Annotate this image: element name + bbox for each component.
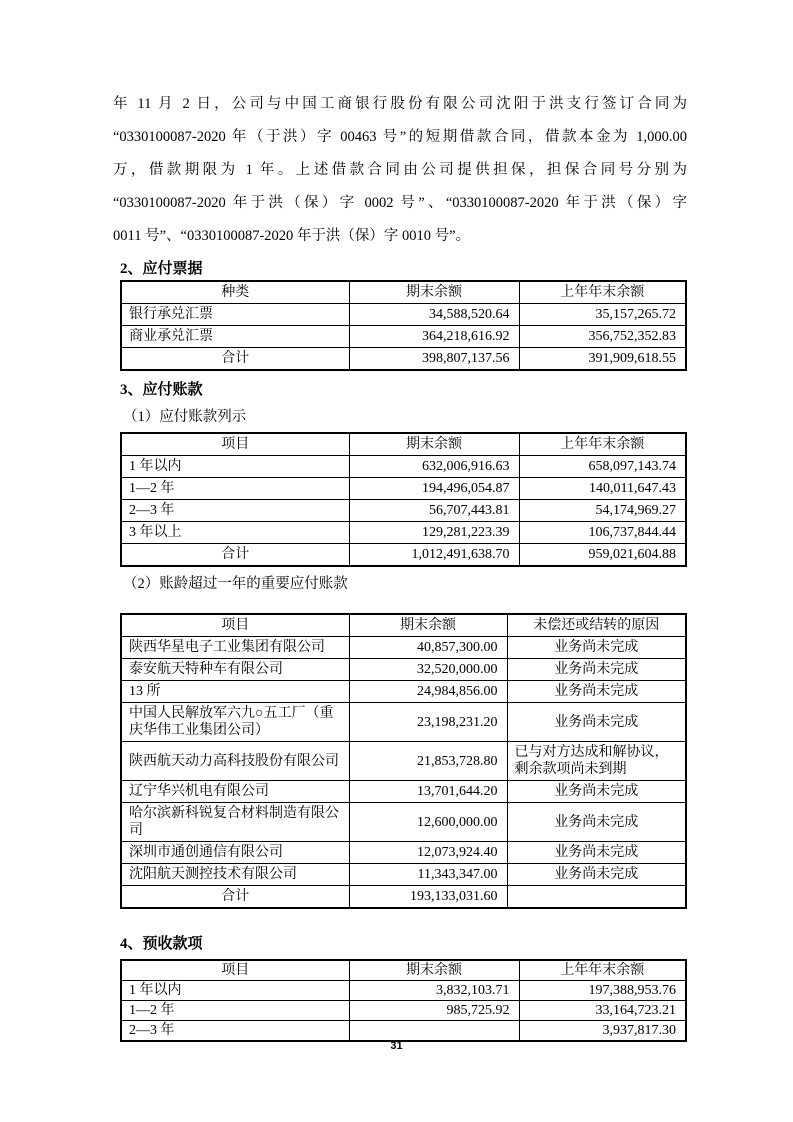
table-cell: 深圳市通创通信有限公司 [121, 842, 349, 864]
table-row [121, 803, 686, 842]
table-row [121, 1001, 686, 1021]
table-cell: 35,157,265.72 [519, 304, 686, 326]
table-cell: 197,388,953.76 [519, 981, 686, 1001]
table-cell: 985,725.92 [349, 1001, 519, 1021]
table-row [121, 742, 686, 781]
table-cell: 业务尚未完成 [507, 637, 686, 659]
table-cell [349, 1021, 519, 1042]
table-cell: 3 年以上 [121, 522, 349, 544]
table-header-cell: 期末余额 [349, 281, 519, 304]
table-cell: 391,909,618.55 [519, 348, 686, 371]
table-cell: 140,011,647.43 [519, 478, 686, 500]
table-cell: 364,218,616.92 [349, 326, 519, 348]
table-cell: 13 所 [121, 681, 349, 703]
table-cell: 40,857,300.00 [349, 637, 507, 659]
section-heading-notes-payable: 2、应付票据 [120, 261, 203, 277]
table-cell: 合计 [121, 886, 349, 909]
table-row [121, 681, 686, 703]
table-cell: 56,707,443.81 [349, 500, 519, 522]
table-row [121, 981, 686, 1001]
table-header-row [121, 433, 686, 456]
table-header-cell: 项目 [121, 433, 349, 456]
table-header-row [121, 614, 686, 637]
table-header-row [121, 960, 686, 981]
table-cell: 3,832,103.71 [349, 981, 519, 1001]
table-cell: 32,520,000.00 [349, 659, 507, 681]
table-header-cell: 上年年末余额 [519, 960, 686, 981]
table-row [121, 637, 686, 659]
table-row [121, 326, 686, 348]
paragraph-line: “0330100087-2020 年于洪（保）字 0002 号”、“0330100087-2020 年于洪（保）字 [113, 195, 687, 211]
table-row [121, 522, 686, 544]
table-cell: 合计 [121, 544, 349, 567]
table-cell: 业务尚未完成 [507, 842, 686, 864]
table-cell: 632,006,916.63 [349, 456, 519, 478]
paragraph-line: “0330100087-2020 年（于洪）字 00463 号”的短期借款合同，借款本金为 1,000.00 [113, 129, 687, 145]
advances-received-table [120, 959, 687, 1042]
table-cell: 陕西航天动力高科技股份有限公司 [121, 742, 349, 781]
subheading-aged-payables: （2）账龄超过一年的重要应付账款 [123, 576, 348, 592]
table-cell: 2—3 年 [121, 500, 349, 522]
paragraph-line: 0011 号”、“0330100087-2020 年于洪（保）字 0010 号”。 [113, 228, 471, 244]
table-header-cell: 种类 [121, 281, 349, 304]
table-cell: 398,807,137.56 [349, 348, 519, 371]
table-header-cell: 上年年末余额 [519, 281, 686, 304]
table-row [121, 864, 686, 886]
continuation-paragraph [113, 88, 687, 253]
table-header-cell: 未偿还或结转的原因 [507, 614, 686, 637]
table-cell: 34,588,520.64 [349, 304, 519, 326]
table-cell: 业务尚未完成 [507, 781, 686, 803]
table-header-cell: 项目 [121, 614, 349, 637]
section-heading-advances-received: 4、预收款项 [120, 936, 203, 952]
table-cell: 1 年以内 [121, 456, 349, 478]
table-cell: 1—2 年 [121, 478, 349, 500]
table-header-cell: 项目 [121, 960, 349, 981]
table-header-cell: 期末余额 [349, 614, 507, 637]
table-header-cell: 上年年末余额 [519, 433, 686, 456]
page-number: 31 [390, 1040, 403, 1052]
table-row [121, 703, 686, 742]
table-row [121, 456, 686, 478]
table-cell: 33,164,723.21 [519, 1001, 686, 1021]
table-cell: 658,097,143.74 [519, 456, 686, 478]
page-content [113, 88, 687, 1042]
table-row [121, 1021, 686, 1042]
table-cell: 193,133,031.60 [349, 886, 507, 909]
paragraph-line: 万，借款期限为 1 年。上述借款合同由公司提供担保，担保合同号分别为 [113, 162, 687, 178]
table-cell: 106,737,844.44 [519, 522, 686, 544]
table-cell: 54,174,969.27 [519, 500, 686, 522]
table-cell: 959,021,604.88 [519, 544, 686, 567]
table-cell: 商业承兑汇票 [121, 326, 349, 348]
table-cell: 陕西华星电子工业集团有限公司 [121, 637, 349, 659]
table-cell [507, 886, 686, 909]
table-cell: 21,853,728.80 [349, 742, 507, 781]
table-cell: 23,198,231.20 [349, 703, 507, 742]
table-cell: 11,343,347.00 [349, 864, 507, 886]
table-cell: 3,937,817.30 [519, 1021, 686, 1042]
table-row [121, 659, 686, 681]
notes-payable-table [120, 280, 687, 371]
table-cell: 哈尔滨新科锐复合材料制造有限公司 [121, 803, 349, 842]
table-total-row [121, 348, 686, 371]
table-cell: 1,012,491,638.70 [349, 544, 519, 567]
table-cell: 中国人民解放军六九○五工厂（重庆华伟工业集团公司） [121, 703, 349, 742]
table-cell: 12,600,000.00 [349, 803, 507, 842]
table-total-row [121, 886, 686, 909]
aged-payables-table [120, 613, 687, 909]
table-cell: 12,073,924.40 [349, 842, 507, 864]
table-cell: 合计 [121, 348, 349, 371]
table-cell: 业务尚未完成 [507, 803, 686, 842]
table-cell: 13,701,644.20 [349, 781, 507, 803]
table-row [121, 500, 686, 522]
table-cell: 业务尚未完成 [507, 864, 686, 886]
table-header-cell: 期末余额 [349, 433, 519, 456]
table-cell: 24,984,856.00 [349, 681, 507, 703]
table-cell: 业务尚未完成 [507, 703, 686, 742]
table-cell: 129,281,223.39 [349, 522, 519, 544]
table-cell: 银行承兑汇票 [121, 304, 349, 326]
accounts-payable-aging-table [120, 432, 687, 567]
table-row [121, 842, 686, 864]
table-header-cell: 期末余额 [349, 960, 519, 981]
table-cell: 泰安航天特种车有限公司 [121, 659, 349, 681]
table-total-row [121, 544, 686, 567]
paragraph-line: 年 11 月 2 日，公司与中国工商银行股份有限公司沈阳于洪支行签订合同为 [113, 96, 687, 112]
table-cell: 1 年以内 [121, 981, 349, 1001]
table-cell: 辽宁华兴机电有限公司 [121, 781, 349, 803]
table-row [121, 781, 686, 803]
section-heading-accounts-payable: 3、应付账款 [120, 382, 203, 398]
table-cell: 1—2 年 [121, 1001, 349, 1021]
table-cell: 业务尚未完成 [507, 681, 686, 703]
table-row [121, 304, 686, 326]
subheading-accounts-payable-list: （1）应付账款列示 [123, 409, 247, 425]
table-cell: 2—3 年 [121, 1021, 349, 1042]
table-cell: 业务尚未完成 [507, 659, 686, 681]
table-cell: 194,496,054.87 [349, 478, 519, 500]
table-cell: 356,752,352.83 [519, 326, 686, 348]
table-row [121, 478, 686, 500]
table-cell: 沈阳航天测控技术有限公司 [121, 864, 349, 886]
table-cell: 已与对方达成和解协议，剩余款项尚未到期 [507, 742, 686, 781]
table-header-row [121, 281, 686, 304]
